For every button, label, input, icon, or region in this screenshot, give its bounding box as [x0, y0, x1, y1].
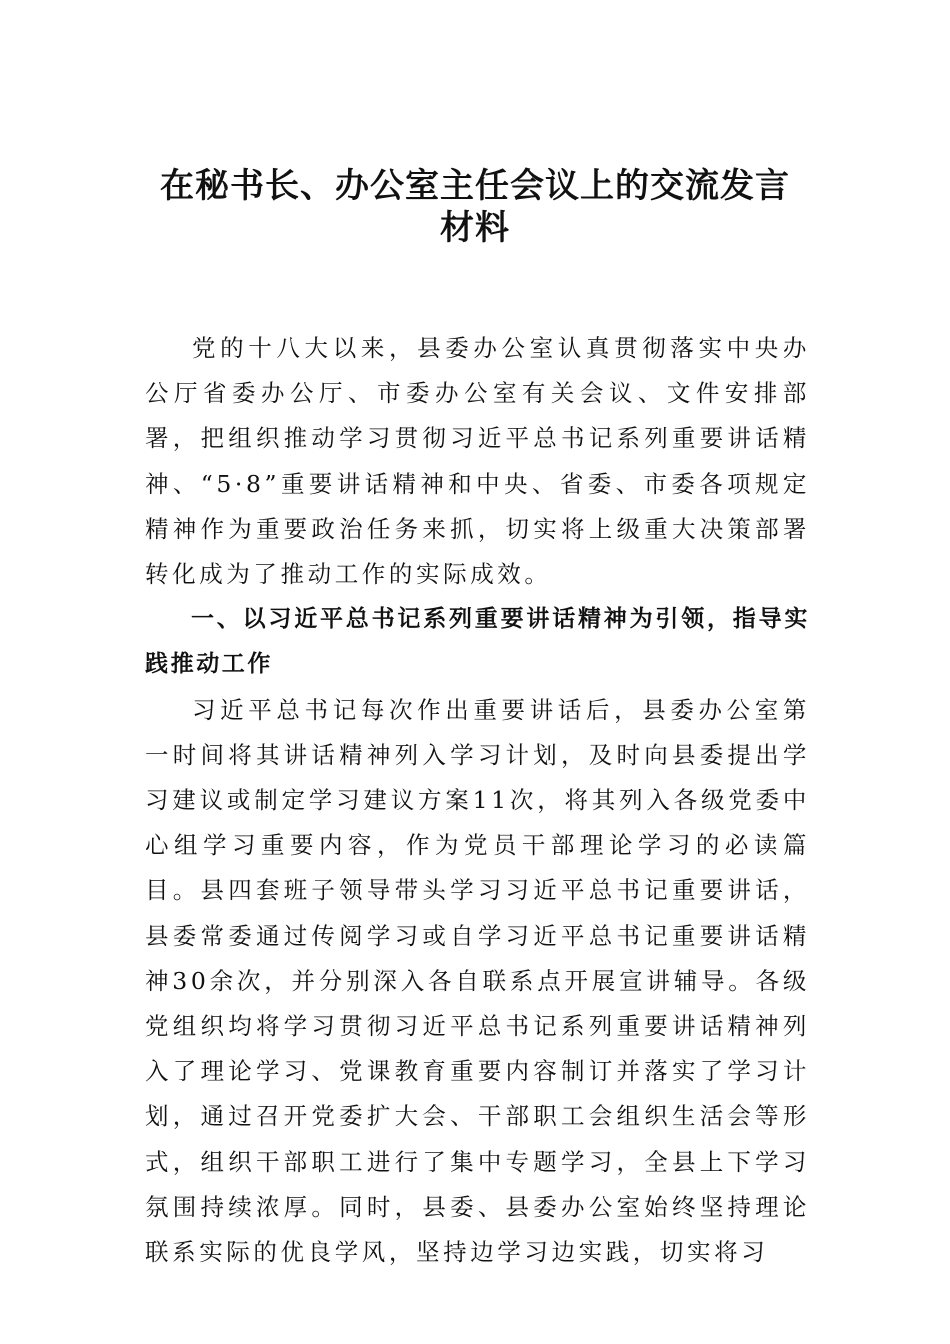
body-paragraph-2: 习近平总书记每次作出重要讲话后，县委办公室第一时间将其讲话精神列入学习计划，及时向县委提出学习建议或制定学习建议方案11次，将其列入各级党委中心组学习重要内容，作为党员干部理论学习的必读篇目。县四套班子领导带头学习习近平总书记重要讲话，县委常委通过传阅学习或自学习近平总书记重要讲话精神30余次，并分别深入各自联系点开展宣讲辅导。各级党组织均将学习贯彻习近平总书记系列重要讲话精神列入了理论学习、党课教育重要内容制订并落实了学习计划，通过召开党委扩大会、干部职工会组织生活会等形式，组织干部职工进行了集中专题学习，全县上下学习氛围持续浓厚。同时，县委、县委办公室始终坚持理论联系实际的优良学风，坚持边学习边实践，切实将习: [145, 695, 810, 1267]
document-title-line-1: 在秘书长、办公室主任会议上的交流发言: [160, 166, 790, 206]
document-title-line-2: 材料: [440, 208, 510, 248]
document-body: [145, 326, 810, 1275]
body-paragraph-1: 党的十八大以来，县委办公室认真贯彻落实中央办公厅省委办公厅、市委办公室有关会议、文件安排部署，把组织推动学习贯彻习近平总书记系列重要讲话精神、“5·8”重要讲话精神和中央、省委、市委各项规定精神作为重要政治任务来抓，切实将上级重大决策部署转化成为了推动工作的实际成效。: [145, 334, 810, 589]
section-heading-1: 一、以习近平总书记系列重要讲话精神为引领，指导实践推动工作: [145, 606, 810, 678]
